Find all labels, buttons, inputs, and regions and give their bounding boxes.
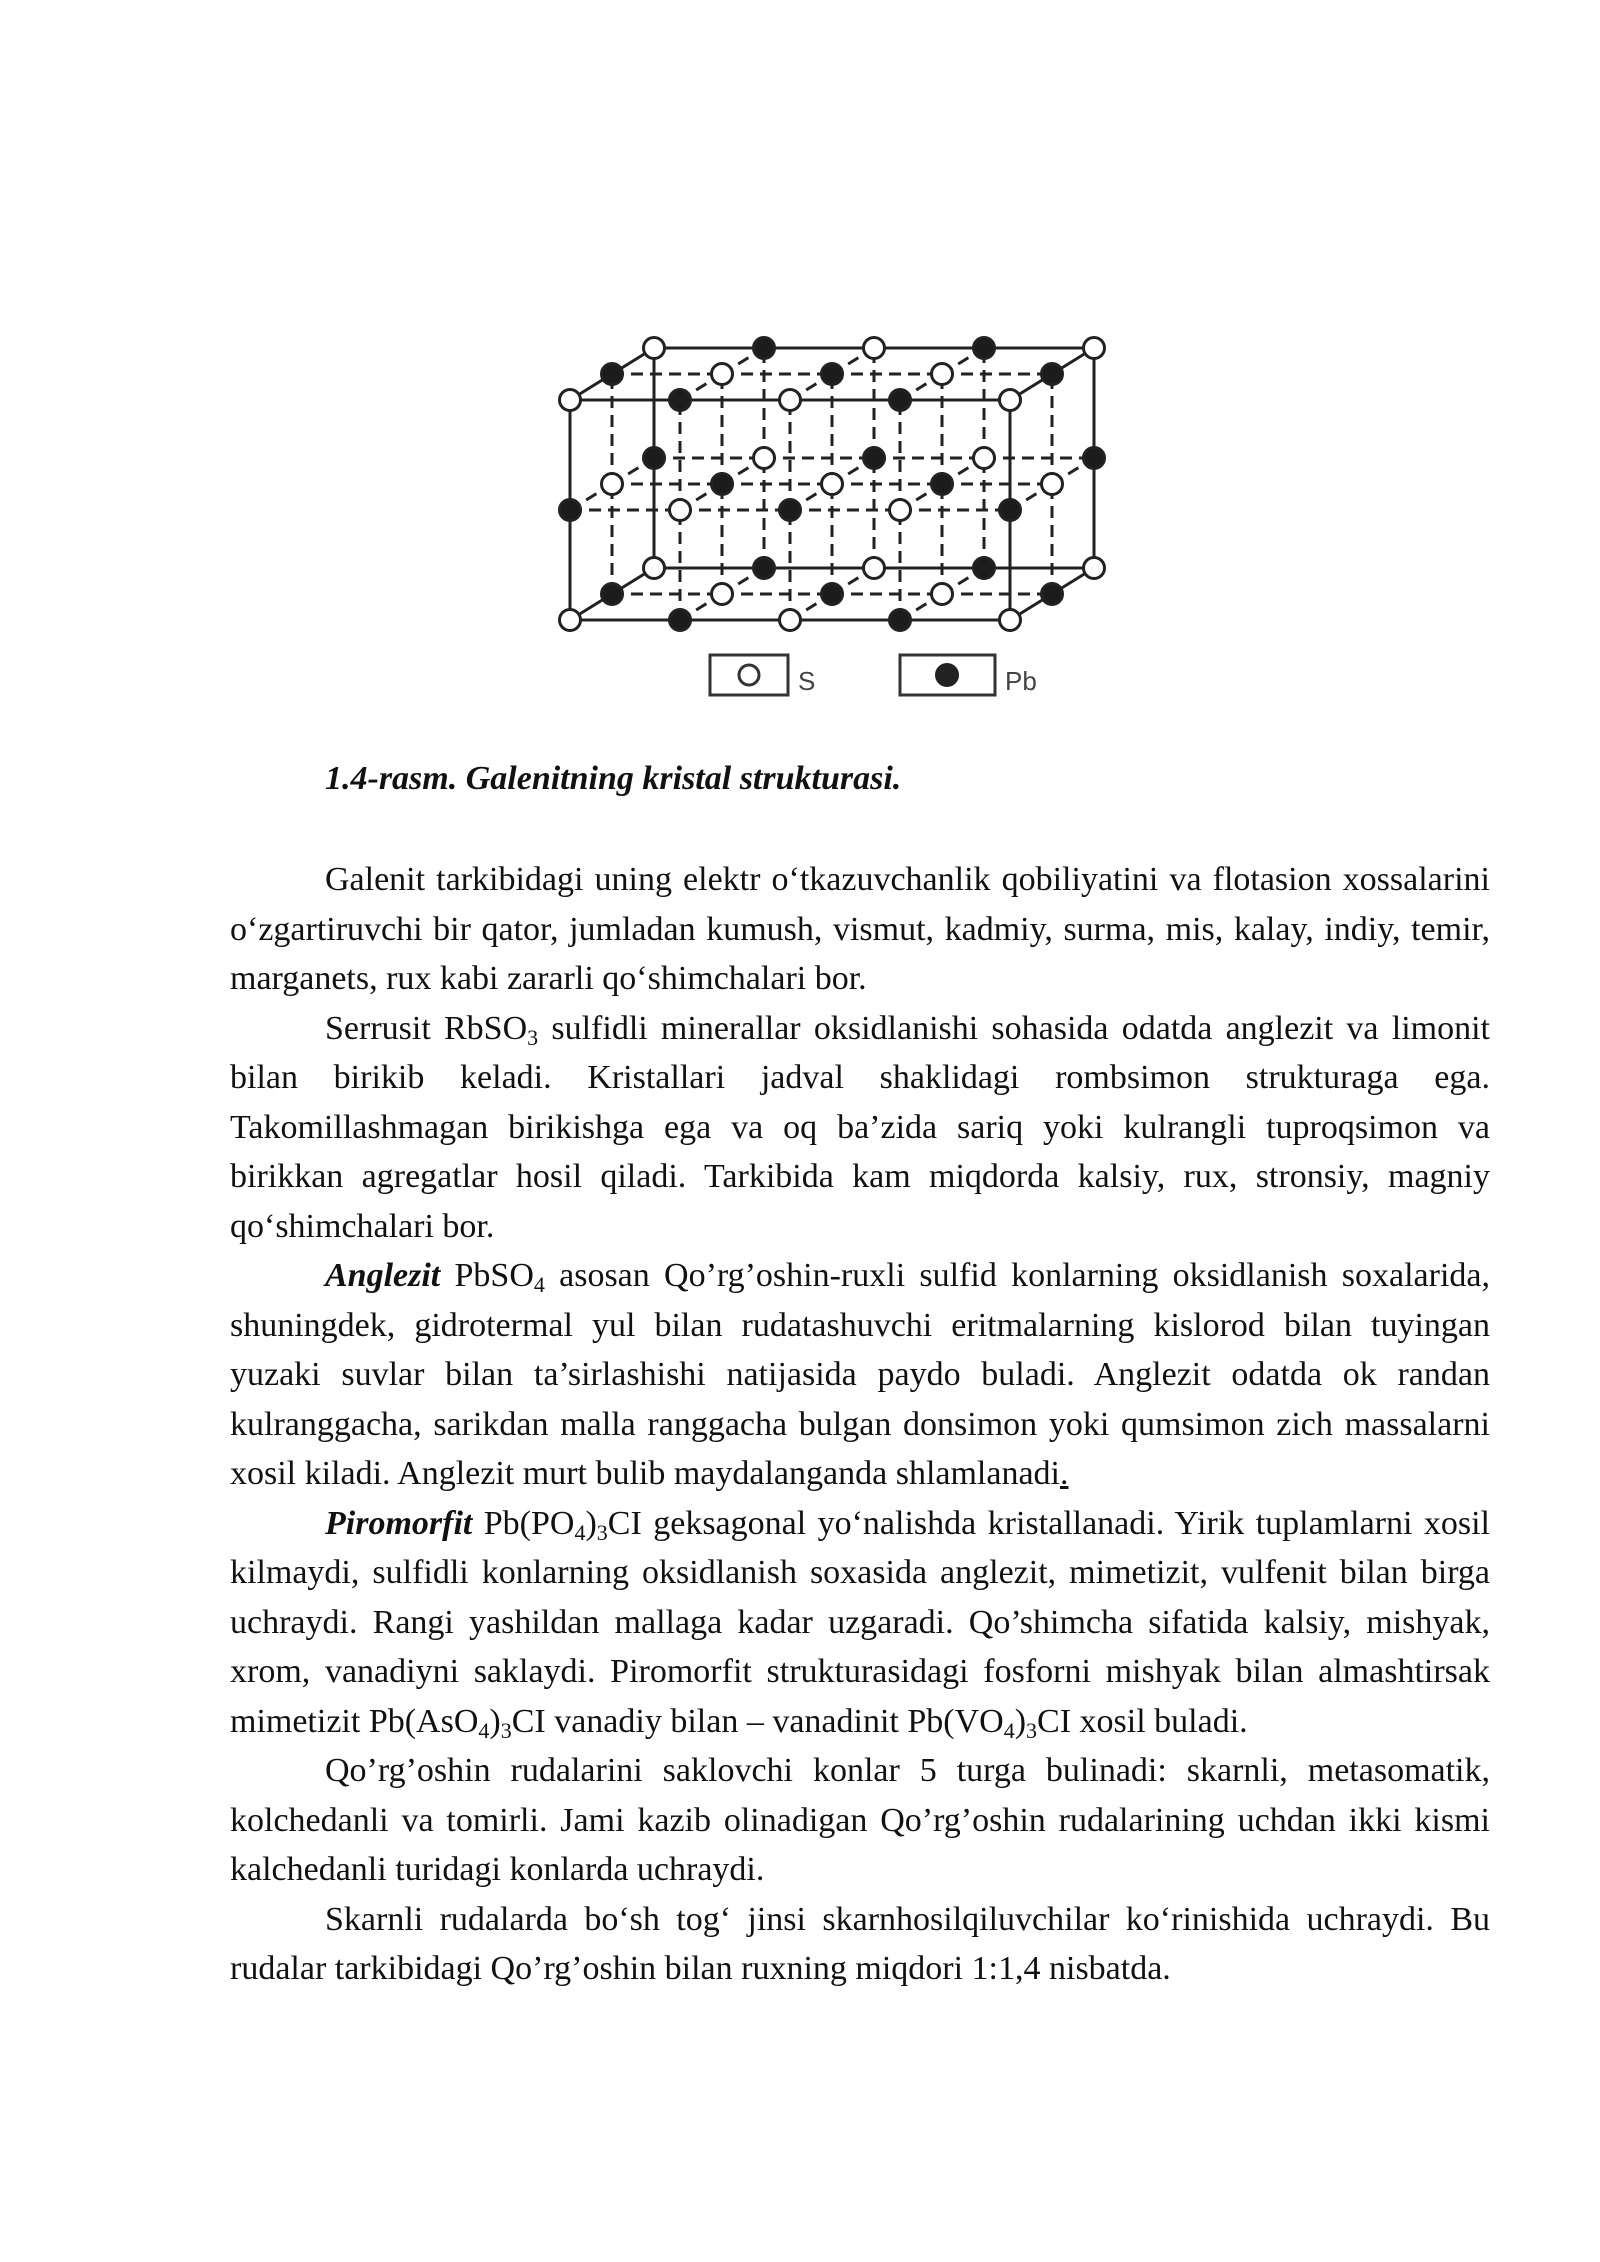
- term-anglezit: Anglezit: [325, 1257, 441, 1294]
- piromorfit-ending: xosil buladi.: [1071, 1702, 1248, 1740]
- s-atom: [932, 364, 953, 385]
- galena-crystal-structure-figure: [535, 150, 1175, 710]
- crystal-lattice-diagram: [535, 150, 1175, 710]
- pb-atom: [670, 390, 691, 411]
- s-atom: [1000, 390, 1021, 411]
- pb-atom: [974, 338, 995, 359]
- formula-subscript: 4: [533, 1272, 545, 1297]
- paragraph-deposit-types: Qo’rg’oshin rudalarini saklovchi konlar 5 turga bulinadi: skarnli, metasomatik, kolchedanli va tomirli. Jami kazib olinadigan Qo’rg’oshin rudalarining uchdan ikki kismi kalchedanli turidagi konlarda uchraydi.: [230, 1752, 1490, 1888]
- paragraph-serrusit: [230, 1004, 1490, 1252]
- pb-atom: [1042, 364, 1063, 385]
- s-atom: [712, 584, 733, 605]
- pb-atom: [712, 474, 733, 495]
- formula-subscript: 4: [1003, 1717, 1015, 1743]
- pb-atom: [560, 500, 581, 521]
- anglezit-text: asosan Qo’rg’oshin-ruxli sulfid konlarning oksidlanish soxalarida, shuningdek, gidrotermal yul bilan rudatashuvchi eritmalarning kislorod bilan tuyingan yuzaki suvlar bilan ta’sirlashishi natijasida paydo buladi. Anglezit odatda ok randan kulranggacha, sarikdan malla ranggacha bulgan donsimon yoki qumsimon zich massalarni xosil kiladi. Anglezit murt bulib maydalanganda shlamlanadi: [230, 1257, 1490, 1492]
- pb-atom: [822, 584, 843, 605]
- formula-part: ): [585, 1504, 597, 1542]
- s-atom: [932, 584, 953, 605]
- pb-atom: [890, 390, 911, 411]
- term-piromorfit: Piromorfit: [325, 1504, 473, 1542]
- pb-atom: [890, 610, 911, 631]
- piromorfit-formula: Pb(PO: [472, 1504, 575, 1542]
- s-atom: [670, 500, 691, 521]
- s-atom: [780, 610, 801, 631]
- legend: [710, 655, 1037, 696]
- s-atom: [712, 364, 733, 385]
- legend-s-symbol: [739, 665, 759, 685]
- s-atom: [1084, 558, 1105, 579]
- formula-subscript: 3: [527, 1024, 539, 1050]
- s-atom: [864, 558, 885, 579]
- s-atom: [560, 390, 581, 411]
- s-atom: [864, 338, 885, 359]
- formula-part: ): [489, 1702, 501, 1740]
- anglezit-formula: PbSO: [440, 1257, 534, 1294]
- s-atom: [974, 448, 995, 469]
- s-atom: [1042, 474, 1063, 495]
- s-atom: [602, 474, 623, 495]
- mimetizit-formula: Pb(AsO: [368, 1702, 479, 1740]
- body-text: [230, 855, 1490, 1994]
- paragraph-piromorfit: [230, 1499, 1490, 1747]
- formula-part: ): [1014, 1702, 1027, 1740]
- pb-atom: [1042, 584, 1063, 605]
- pb-atom: [644, 448, 665, 469]
- formula-part: CI: [511, 1702, 546, 1740]
- vanadinit-text: vanadiy bilan – vanadinit: [545, 1702, 908, 1740]
- formula-subscript: 4: [478, 1717, 490, 1743]
- paragraph-anglezit: [230, 1251, 1490, 1499]
- paragraph-skarn-ores: Skarnli rudalarda bo‘sh tog‘ jinsi skarnhosilqiluvchilar ko‘rinishida uchraydi. Bu rudalar tarkibidagi Qo’rg’oshin bilan ruxning miqdori 1:1,4 nisbatda.: [230, 1900, 1490, 1987]
- pb-atom: [1084, 448, 1105, 469]
- pb-atom: [822, 364, 843, 385]
- underlined-period: .: [1060, 1455, 1069, 1492]
- vanadinit-formula: Pb(VO: [907, 1702, 1004, 1740]
- formula-subscript: 4: [574, 1519, 586, 1545]
- s-atom: [890, 500, 911, 521]
- s-atom: [1084, 338, 1105, 359]
- pb-atom: [780, 500, 801, 521]
- formula-subscript: 3: [596, 1519, 608, 1545]
- pb-atom: [602, 364, 623, 385]
- pb-atom: [932, 474, 953, 495]
- s-atom: [822, 474, 843, 495]
- pb-atom: [754, 558, 775, 579]
- legend-s-label: S: [798, 666, 816, 696]
- figure-caption: 1.4-rasm. Galenitning kristal strukturasi.: [325, 760, 902, 797]
- pb-atom: [602, 584, 623, 605]
- paragraph-galenit-impurities: Galenit tarkibidagi uning elektr o‘tkazuvchanlik qobiliyatini va flotasion xossalarini o‘zgartiruvchi bir qator, jumladan kumush, vismut, kadmiy, surma, mis, kalay, indiy, temir, marganets, rux kabi zararli qo‘shimchalari bor.: [230, 861, 1490, 997]
- pb-atom: [670, 610, 691, 631]
- s-atom: [560, 610, 581, 631]
- formula-part: CI: [1037, 1702, 1072, 1740]
- formula-subscript: 3: [1026, 1717, 1038, 1743]
- pb-atom: [864, 448, 885, 469]
- s-atom: [1000, 610, 1021, 631]
- legend-pb-symbol: [936, 664, 958, 686]
- pb-atom: [754, 338, 775, 359]
- formula-subscript: 3: [500, 1717, 512, 1743]
- pb-atom: [1000, 500, 1021, 521]
- s-atom: [644, 338, 665, 359]
- s-atom: [780, 390, 801, 411]
- formula-part: CI: [607, 1504, 642, 1542]
- pb-atom: [974, 558, 995, 579]
- legend-pb-label: Pb: [1005, 666, 1037, 696]
- s-atom: [754, 448, 775, 469]
- serrusit-text: sulfidli minerallar oksidlanishi sohasida odatda anglezit va limonit bilan birikib keladi. Kristallari jadval shaklidagi rombsimon strukturaga ega. Takomillashmagan birikishga ega va oq ba’zida sariq yoki kulrangli tuproqsimon va birikkan agregatlar hosil qiladi. Tarkibida kam miqdorda kalsiy, rux, stronsiy, magniy qo‘shimchalari bor.: [230, 1009, 1490, 1245]
- piromorfit-text: geksagonal yo‘nalishda kristallanadi. Yirik tuplamlarni xosil kilmaydi, sulfidli konlarning oksidlanish soxasida anglezit, mimetizit, vulfenit bilan birga uchraydi. Rangi yashildan mallaga kadar uzgaradi. Qo’shimcha sifatida kalsiy, mishyak, xrom, vanadiyni saklaydi. Piromorfit strukturasidagi fosforni mishyak bilan almashtirsak mimetizit: [230, 1504, 1490, 1740]
- s-atom: [644, 558, 665, 579]
- serrusit-formula: Serrusit RbSO: [325, 1009, 528, 1047]
